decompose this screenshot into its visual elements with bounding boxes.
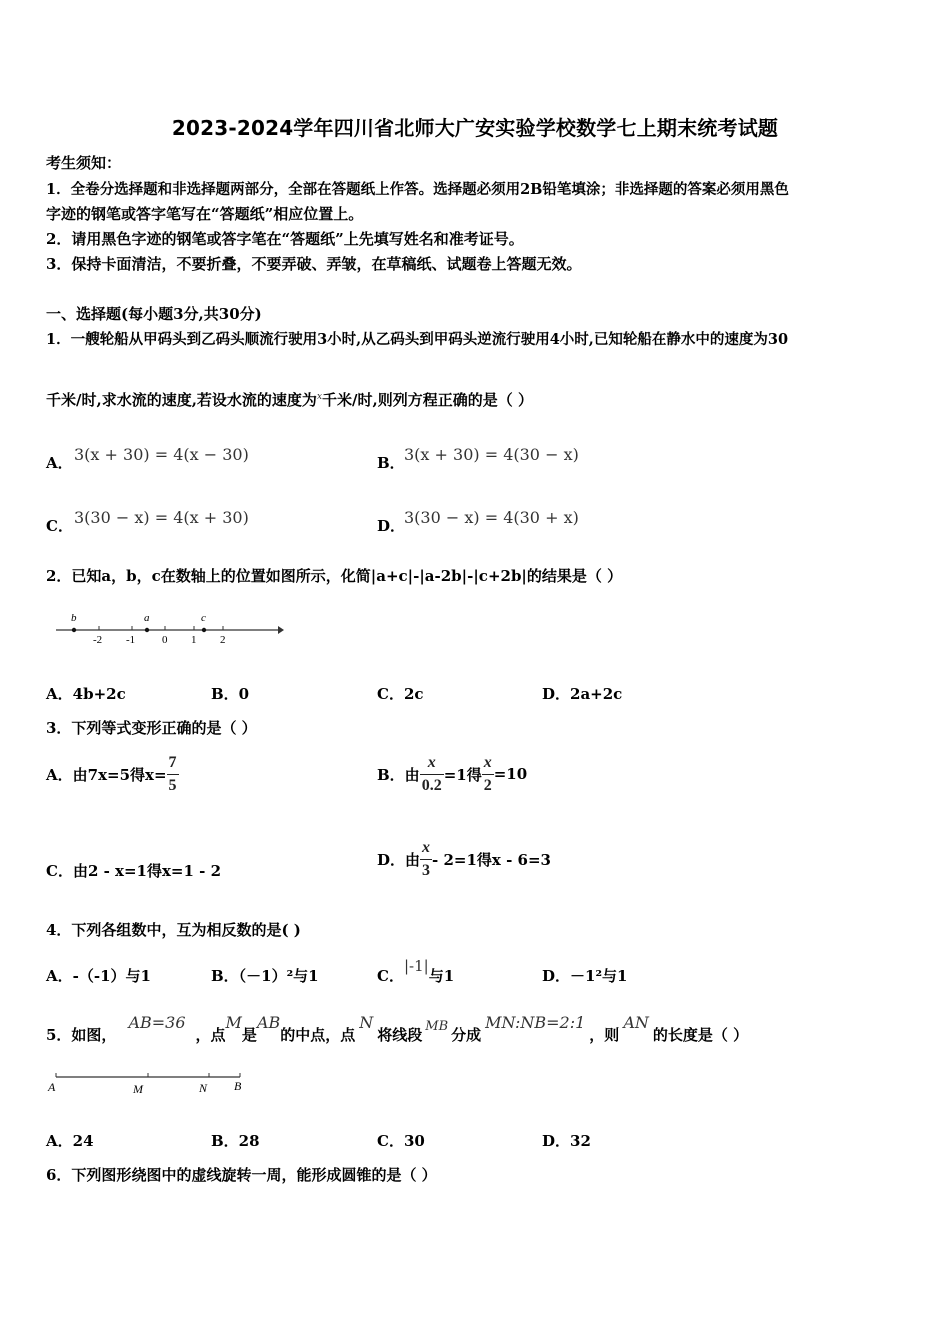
q1-stem-line-2	[46, 389, 533, 410]
q3-option-d-text: D．由	[377, 850, 421, 869]
q2-number-line	[50, 608, 290, 650]
q5-math-5: MB	[425, 1019, 449, 1034]
q1-option-a: 3(x + 30) = 4(x − 30)	[74, 445, 249, 464]
q5-stem-text-5: 将线段	[377, 1026, 423, 1044]
q5-option-d: D．32	[542, 1132, 591, 1150]
tick-0	[162, 626, 168, 646]
q2-option-a: A．4b+2c	[46, 685, 126, 703]
tick-label-neg1: -1	[126, 634, 136, 646]
q5-stem-text-4: 的中点，点	[280, 1026, 356, 1044]
q4-option-c-post: 与1	[428, 967, 455, 985]
q3-option-b-fraction-1	[420, 755, 444, 794]
point-c	[201, 612, 206, 632]
notice-heading: 考生须知：	[46, 154, 122, 172]
q5-math-3: AB	[256, 1013, 281, 1032]
q5-math-6: MN:NB=2:1	[485, 1013, 586, 1032]
q3-option-d-fraction	[420, 840, 432, 879]
tick-label-1: 1	[191, 634, 197, 646]
q1-stem-text-a: 千米/时,求水流的速度,若设水流的速度为	[46, 391, 317, 409]
page-title: 2023-2024学年四川省北师大广安实验学校数学七上期末统考试题	[171, 116, 779, 140]
q3-option-a	[46, 748, 179, 800]
segment-label-b: B	[234, 1079, 242, 1093]
q1-option-d: 3(30 − x) = 4(30 + x)	[404, 508, 579, 527]
fraction-denominator: 2	[483, 776, 492, 794]
q3-option-b-mid: =1得	[443, 765, 482, 784]
q1-option-b: 3(x + 30) = 4(30 − x)	[404, 445, 579, 464]
point-b	[71, 612, 77, 632]
q5-math-4: N	[359, 1013, 374, 1032]
q2-option-b: B．0	[211, 685, 250, 703]
point-label-b: b	[71, 612, 77, 624]
q4-stem: 4．下列各组数中，互为相反数的是( )	[46, 921, 301, 939]
fraction-numerator: x	[422, 838, 431, 856]
number-line-arrow	[278, 626, 284, 634]
q5-math-2: M	[225, 1013, 242, 1032]
q4-option-c-abs: |-1|	[403, 957, 429, 975]
segment-label-n: N	[199, 1081, 208, 1095]
q5-stem-text-1: 5．如图，	[46, 1026, 117, 1044]
tick-label-neg2: -2	[93, 634, 103, 646]
q5-option-c: C．30	[377, 1132, 425, 1150]
q2-option-d: D．2a+2c	[542, 685, 623, 703]
notice-item-1-line-2: 字迹的钢笔或答字笔写在“答题纸”相应位置上。	[46, 205, 364, 223]
q3-option-b-text: B．由	[377, 765, 420, 784]
section-heading: 一、选择题(每小题3分,共30分)	[46, 305, 262, 323]
notice-item-3: 3．保持卡面清洁，不要折叠，不要弄破、弄皱，在草稿纸、试题卷上答题无效。	[46, 255, 582, 273]
q5-math-1: AB=36	[128, 1013, 186, 1032]
segment-label-a: A	[48, 1080, 56, 1094]
q4-option-c-label: C．	[377, 967, 404, 985]
q4-option-b: B．（－1）²与1	[211, 967, 319, 985]
q6-stem: 6．下列图形绕图中的虚线旋转一周，能形成圆锥的是（ ）	[46, 1166, 437, 1184]
fraction-denominator: 0.2	[421, 776, 442, 794]
q4-option-d: D．－1²与1	[542, 967, 628, 985]
q1-option-c-label: C．	[46, 517, 73, 535]
q3-option-d	[377, 833, 551, 885]
q3-option-b-fraction-2	[482, 755, 494, 794]
fraction-numerator: 7	[168, 753, 177, 771]
q5-stem-text-6: 分成	[451, 1026, 482, 1044]
segment-label-m: M	[133, 1082, 143, 1096]
fraction-denominator: 3	[422, 861, 431, 879]
fraction-numerator: x	[483, 753, 492, 771]
point-a	[144, 612, 150, 632]
fraction-numerator: x	[427, 753, 436, 771]
q3-option-a-text: A．由7x=5得x=	[46, 765, 167, 784]
q2-stem: 2．已知a，b，c在数轴上的位置如图所示，化简|a+c|-|a-2b|-|c+2b|的结果是（ ）	[46, 567, 623, 585]
q3-option-b	[377, 748, 527, 800]
q1-option-b-label: B．	[377, 454, 405, 472]
q1-option-d-label: D．	[377, 517, 406, 535]
q5-option-b: B．28	[211, 1132, 260, 1150]
q5-stem-text-3: 是	[241, 1026, 257, 1044]
q5-stem-text-8: 的长度是（ ）	[652, 1026, 749, 1044]
q5-stem	[46, 1013, 749, 1045]
q4-option-c	[377, 957, 455, 986]
q1-stem-text-b: 千米/时,则列方程正确的是（ ）	[322, 391, 533, 409]
fraction-denominator: 5	[168, 776, 177, 794]
tick-label-0: 0	[162, 634, 168, 646]
q1-variable: x	[316, 392, 323, 402]
q3-stem: 3．下列等式变形正确的是（ ）	[46, 719, 257, 737]
q1-stem-line-1: 1．一艘轮船从甲码头到乙码头顺流行驶用3小时,从乙码头到甲码头逆流行驶用4小时,已知轮船在静水中的速度为30	[46, 331, 789, 348]
q3-option-b-post: =10	[493, 765, 528, 783]
point-label-a: a	[144, 612, 150, 624]
point-label-c: c	[201, 612, 206, 624]
q4-option-a: A．-（-1）与1	[46, 967, 151, 985]
tick-label-2: 2	[220, 634, 226, 646]
tick-neg1	[126, 626, 135, 646]
q1-option-a-label: A．	[46, 454, 73, 472]
q2-option-c: C．2c	[377, 685, 424, 703]
tick-1	[191, 626, 197, 646]
tick-2	[220, 626, 226, 646]
q5-line-segment	[44, 1068, 254, 1098]
q5-stem-text-2: ，点	[195, 1026, 226, 1044]
q3-option-d-post: - 2=1得x - 6=3	[432, 850, 551, 869]
notice-item-2: 2．请用黑色字迹的钢笔或答字笔在“答题纸”上先填写姓名和准考证号。	[46, 230, 524, 248]
notice-item-1-line-1: 1．全卷分选择题和非选择题两部分，全部在答题纸上作答。选择题必须用2B铅笔填涂；非选择题的答案必须用黑色	[46, 181, 789, 198]
q5-stem-text-7: ，则	[589, 1026, 620, 1044]
q5-math-7: AN	[623, 1013, 649, 1032]
q1-option-c: 3(30 − x) = 4(x + 30)	[74, 508, 249, 527]
q3-option-c: C．由2 - x=1得x=1 - 2	[46, 862, 222, 880]
q3-option-a-fraction	[167, 755, 179, 794]
tick-neg2	[93, 626, 102, 646]
q5-option-a: A．24	[46, 1132, 94, 1150]
